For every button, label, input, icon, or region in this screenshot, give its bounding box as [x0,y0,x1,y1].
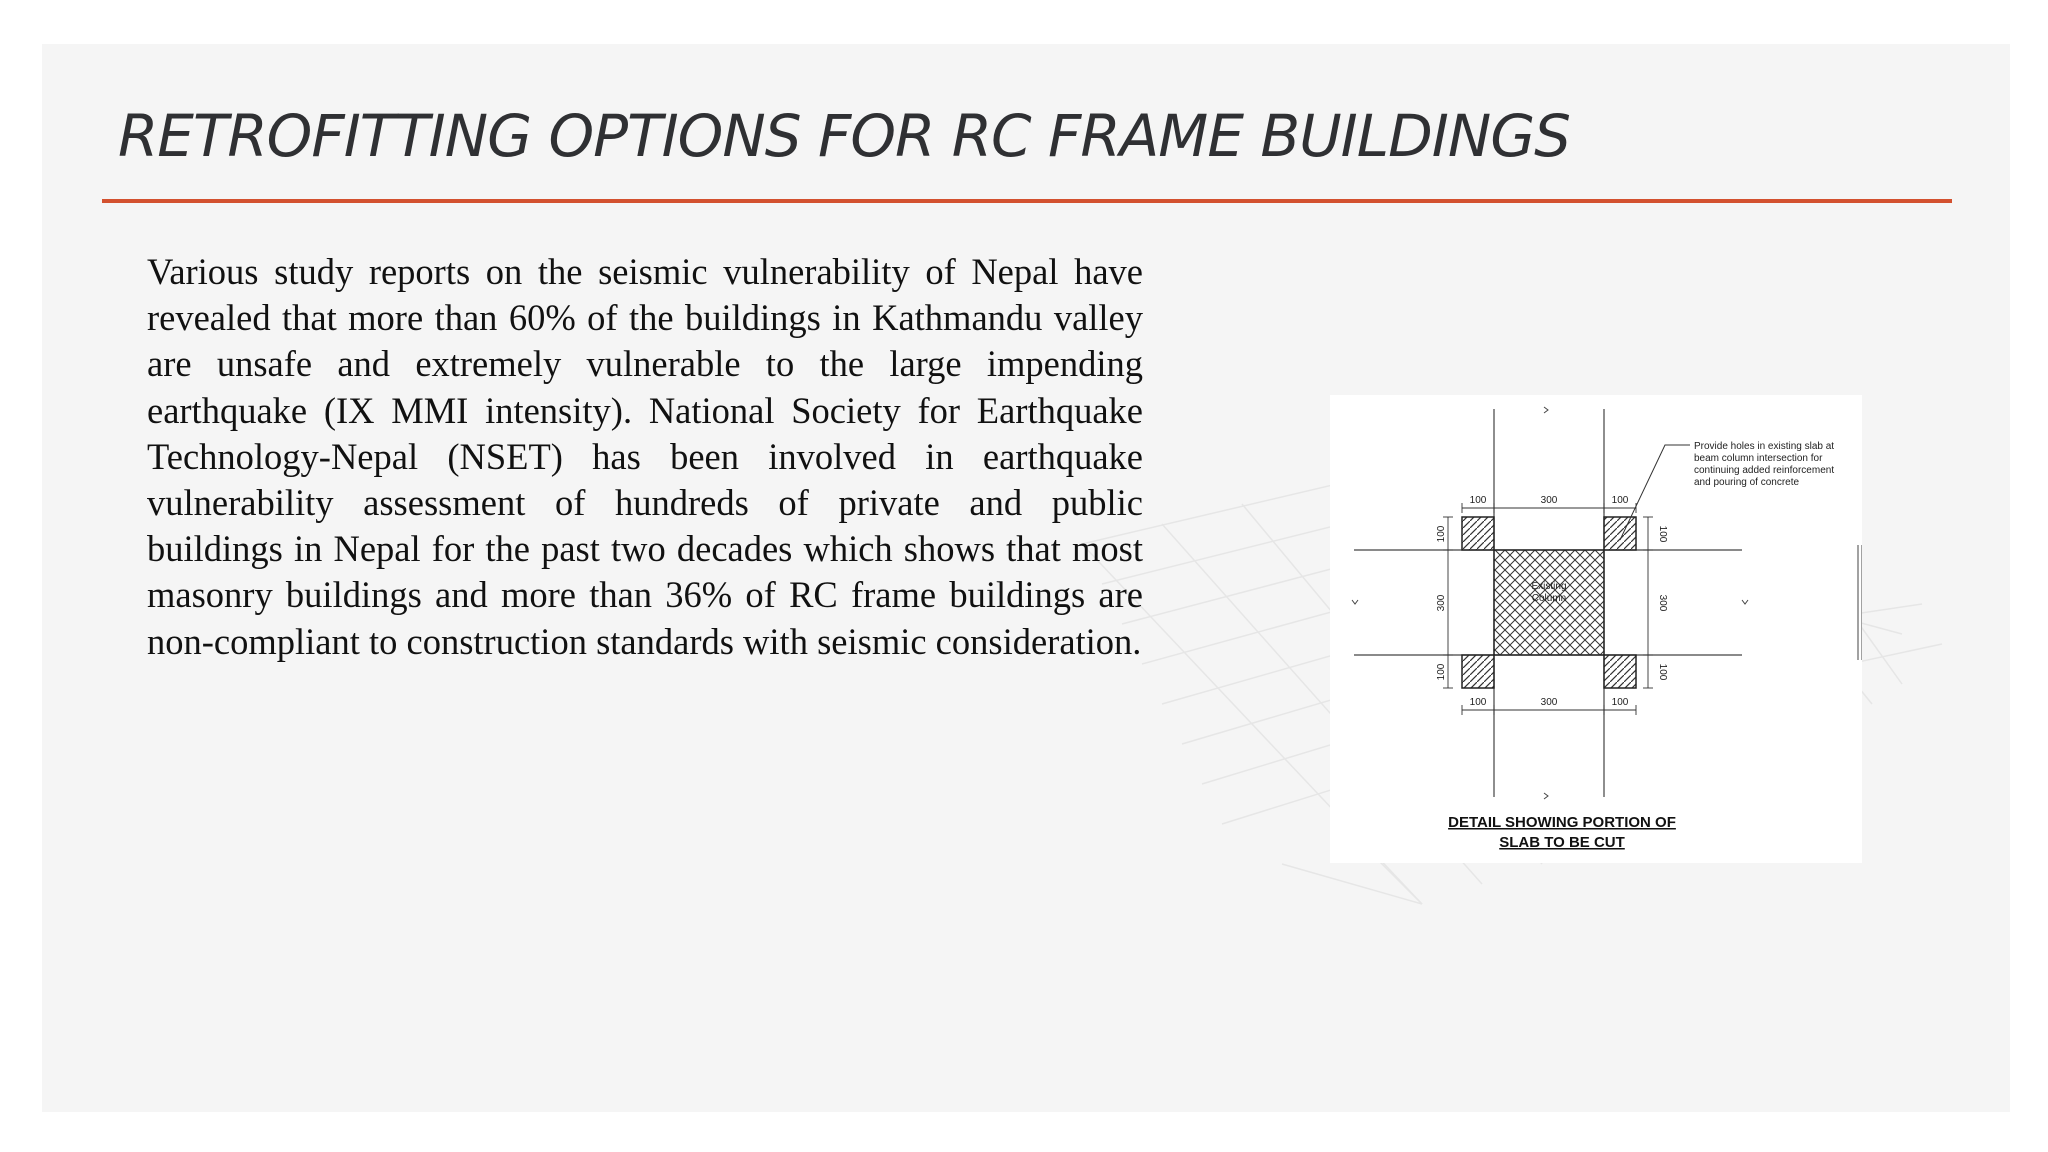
slab-hole-top-right [1604,517,1636,550]
dim-top-right: 100 [1611,495,1629,506]
caption-line1: DETAIL SHOWING PORTION OF [1448,814,1676,831]
slab-hole-bottom-left [1462,655,1494,688]
caption-line2: SLAB TO BE CUT [1499,834,1625,851]
slab-detail-drawing [1330,395,1862,863]
column-label-line2: Column [1531,593,1567,604]
title-underline [102,199,1952,203]
dim-bottom-left: 100 [1469,697,1487,708]
slide-title: RETROFITTING OPTIONS FOR RC FRAME BUILDINGS [118,102,1571,170]
dim-left-top: 100 [1436,525,1447,543]
slab-hole-bottom-right [1604,655,1636,688]
dim-right-top: 100 [1657,525,1668,543]
dim-top-mid: 300 [1540,495,1558,506]
note-line-1: Provide holes in existing slab at [1694,441,1835,452]
body-paragraph: Various study reports on the seismic vulnerability of Nepal have revealed that more than 60% of the buildings in Kathmandu valley are unsafe and extremely vulnerable to the large impending earthquake (IX MMI intensity). National Society for Earthquake Technology-Nepal (NSET) has been involved in earthquake vulnerability assessment of hundreds of private and public buildings in Nepal for the past two decades which shows that most masonry buildings and more than 36% of RC frame buildings are non-compliant to construction standards with seismic consideration. [147,251,1143,662]
dim-bottom-mid: 300 [1540,697,1558,708]
slab-detail-svg [1330,395,1862,863]
dim-right-mid: 300 [1657,594,1668,612]
note-line-3: continuing added reinforcement [1694,465,1835,476]
slab-hole-top-left [1462,517,1494,550]
dim-left-mid: 300 [1436,594,1447,612]
dim-left-bottom: 100 [1436,663,1447,681]
slide [42,44,2010,1112]
dim-bottom-right: 100 [1611,697,1629,708]
dim-top-left: 100 [1469,495,1487,506]
dim-right-bottom: 100 [1657,663,1668,681]
column-label-line1: Existing [1531,581,1567,592]
note-line-2: beam column intersection for [1694,453,1823,464]
note-line-4: and pouring of concrete [1694,477,1800,488]
